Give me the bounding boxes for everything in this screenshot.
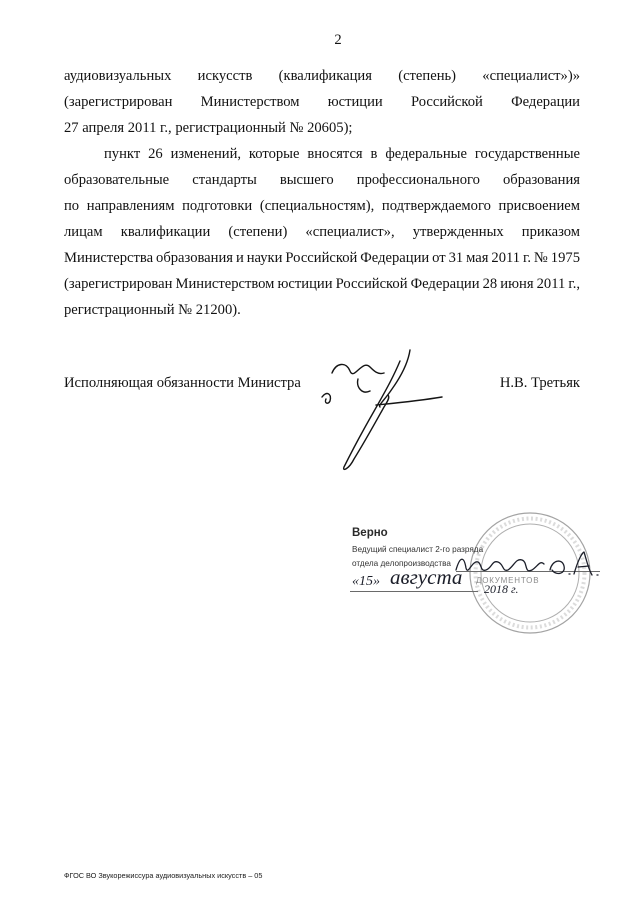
text-line: [64, 271, 580, 297]
page-number: 2: [334, 32, 342, 48]
text-line: [64, 89, 580, 115]
text-line-content: аудиовизуальных искусств (квалификация (степень) «специалист»)»: [64, 68, 580, 84]
certification-stamp: [340, 505, 610, 640]
signatory-position: Исполняющая обязанности Министра: [64, 375, 301, 391]
signatory-name: Н.В. Третьяк: [499, 375, 580, 391]
text-line: [64, 141, 580, 167]
text-line-content: (зарегистрирован Министерством юстиции Российской Федерации: [64, 94, 580, 110]
text-line-content: пункт 26 изменений, которые вносятся в федеральные государственные: [104, 146, 580, 162]
text-line: [64, 63, 580, 89]
text-line-content: образовательные стандарты высшего профессионального образования: [64, 172, 580, 188]
stamp-role-line-2: отдела делопроизводства: [352, 559, 451, 568]
paragraph-1: [64, 63, 580, 141]
text-line: [64, 245, 580, 271]
date-underline: [350, 591, 478, 592]
stamp-date-year: 2018 г.: [484, 582, 519, 596]
stamp-date-day: «15»: [352, 574, 380, 589]
body-text: [64, 63, 580, 323]
text-line-content: по направлениям подготовки (специальностям), подтверждаемого присвоением: [64, 198, 580, 214]
stamp-date-month: августа: [390, 565, 463, 589]
stamp-heading: Верно: [352, 527, 388, 539]
stamp-role-line-1: Ведущий специалист 2-го разряда: [352, 545, 484, 554]
clerk-signature: [452, 548, 602, 580]
text-line-content: регистрационный № 21200).: [64, 302, 241, 318]
text-line: [64, 115, 580, 141]
paragraph-2: [64, 141, 580, 323]
seal-center-text: ДОКУМЕНТОВ: [476, 576, 540, 585]
text-line-content: (зарегистрирован Министерством юстиции Российской Федерации 28 июня 2011 г.,: [64, 276, 580, 292]
text-line: [64, 219, 580, 245]
footer-document-code: ФГОС ВО Звукорежиссура аудиовизуальных искусств – 05: [64, 871, 263, 880]
text-line: [64, 193, 580, 219]
text-line-content: Министерства образования и науки Российской Федерации от 31 мая 2011 г. № 1975: [64, 250, 580, 266]
text-line-content: 27 апреля 2011 г., регистрационный № 20605);: [64, 120, 353, 136]
text-line: [64, 167, 580, 193]
minister-signature: [318, 345, 448, 475]
text-line: [64, 297, 580, 323]
text-line-content: лицам квалификации (степени) «специалист», утвержденных приказом: [64, 224, 580, 240]
